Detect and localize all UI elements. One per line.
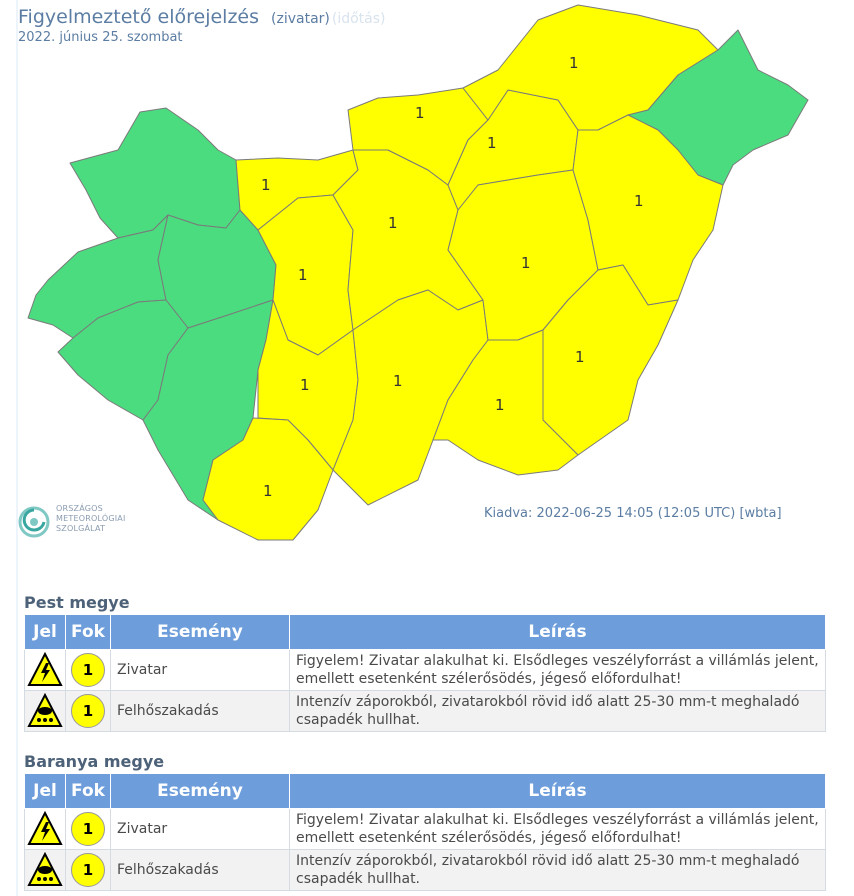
event-description: Figyelem! Zivatar alakulhat ki. Elsődleges veszélyforrást a villámlás jelent, emellett esetenként szélerősödés, jégeső előfordulhat! <box>290 650 826 691</box>
header-jel: Jel <box>25 615 66 650</box>
table-row <box>25 691 826 732</box>
issued-timestamp: Kiadva: 2022-06-25 14:05 (12:05 UTC) [wbta] <box>484 506 782 521</box>
level-badge: 1 <box>71 653 105 687</box>
omsz-logo <box>18 500 128 544</box>
table-row <box>25 850 826 891</box>
map-date: 2022. június 25. szombat <box>18 30 183 45</box>
table-header <box>25 615 826 650</box>
label-jasz: 1 <box>521 254 531 272</box>
header-esemeny: Esemény <box>111 615 290 650</box>
logo-line-3: SZOLGÁLAT <box>56 524 106 533</box>
label-bacs: 1 <box>393 372 403 390</box>
event-name: Zivatar <box>111 809 290 850</box>
event-description: Intenzív záporokból, zivatarokból rövid idő alatt 25-30 mm-t meghaladó csapadék hullhat. <box>290 691 826 732</box>
thunderstorm-icon <box>27 652 63 688</box>
level-badge: 1 <box>71 812 105 846</box>
event-icon-cell <box>25 691 66 732</box>
header-fok: Fok <box>66 774 111 809</box>
header-jel: Jel <box>25 774 66 809</box>
label-heves: 1 <box>487 134 497 152</box>
table-row <box>25 650 826 691</box>
table-header <box>25 774 826 809</box>
header-leiras: Leírás <box>290 774 826 809</box>
section-title-baranya: Baranya megye <box>24 752 165 771</box>
thunderstorm-icon <box>27 811 63 847</box>
label-nograd: 1 <box>415 104 425 122</box>
label-komarom: 1 <box>261 176 271 194</box>
map-subtitle: (zivatar) <box>271 11 330 27</box>
label-tolna: 1 <box>300 376 310 394</box>
event-name: Felhőszakadás <box>111 691 290 732</box>
header-esemeny: Esemény <box>111 774 290 809</box>
label-pest: 1 <box>388 214 398 232</box>
header-fok: Fok <box>66 615 111 650</box>
heavy-rain-icon <box>27 693 63 729</box>
event-name: Felhőszakadás <box>111 850 290 891</box>
heavy-rain-icon <box>27 852 63 888</box>
logo-line-1: ORSZÁGOS <box>56 504 103 513</box>
header-leiras: Leírás <box>290 615 826 650</box>
warning-map <box>18 0 848 585</box>
event-description: Figyelem! Zivatar alakulhat ki. Elsődleges veszélyforrást a villámlás jelent, emellett esetenként szélerősödés, jégeső előfordulhat! <box>290 809 826 850</box>
map-title-text: Figyelmeztető előrejelzés <box>18 6 260 28</box>
map-title <box>18 6 386 28</box>
label-hajdu: 1 <box>634 192 644 210</box>
level-badge: 1 <box>71 853 105 887</box>
section-title-pest: Pest megye <box>24 593 130 612</box>
label-csongrad: 1 <box>495 396 505 414</box>
table-row <box>25 809 826 850</box>
event-icon-cell <box>25 650 66 691</box>
label-borsod: 1 <box>569 54 579 72</box>
event-icon-cell <box>25 850 66 891</box>
warning-table-baranya <box>24 773 826 891</box>
label-bekes: 1 <box>575 348 585 366</box>
label-baranya: 1 <box>263 482 273 500</box>
event-description: Intenzív záporokból, zivatarokból rövid idő alatt 25-30 mm-t meghaladó csapadék hullhat. <box>290 850 826 891</box>
region-gyor-moson-sopron[interactable] <box>70 108 240 238</box>
event-icon-cell <box>25 809 66 850</box>
event-name: Zivatar <box>111 650 290 691</box>
level-badge: 1 <box>71 694 105 728</box>
map-ghost-text: (időtás) <box>331 11 386 27</box>
warning-table-pest <box>24 614 826 732</box>
logo-swirl-icon <box>18 500 54 544</box>
label-fejer: 1 <box>298 266 308 284</box>
logo-line-2: METEOROLÓGIAI <box>56 514 126 523</box>
